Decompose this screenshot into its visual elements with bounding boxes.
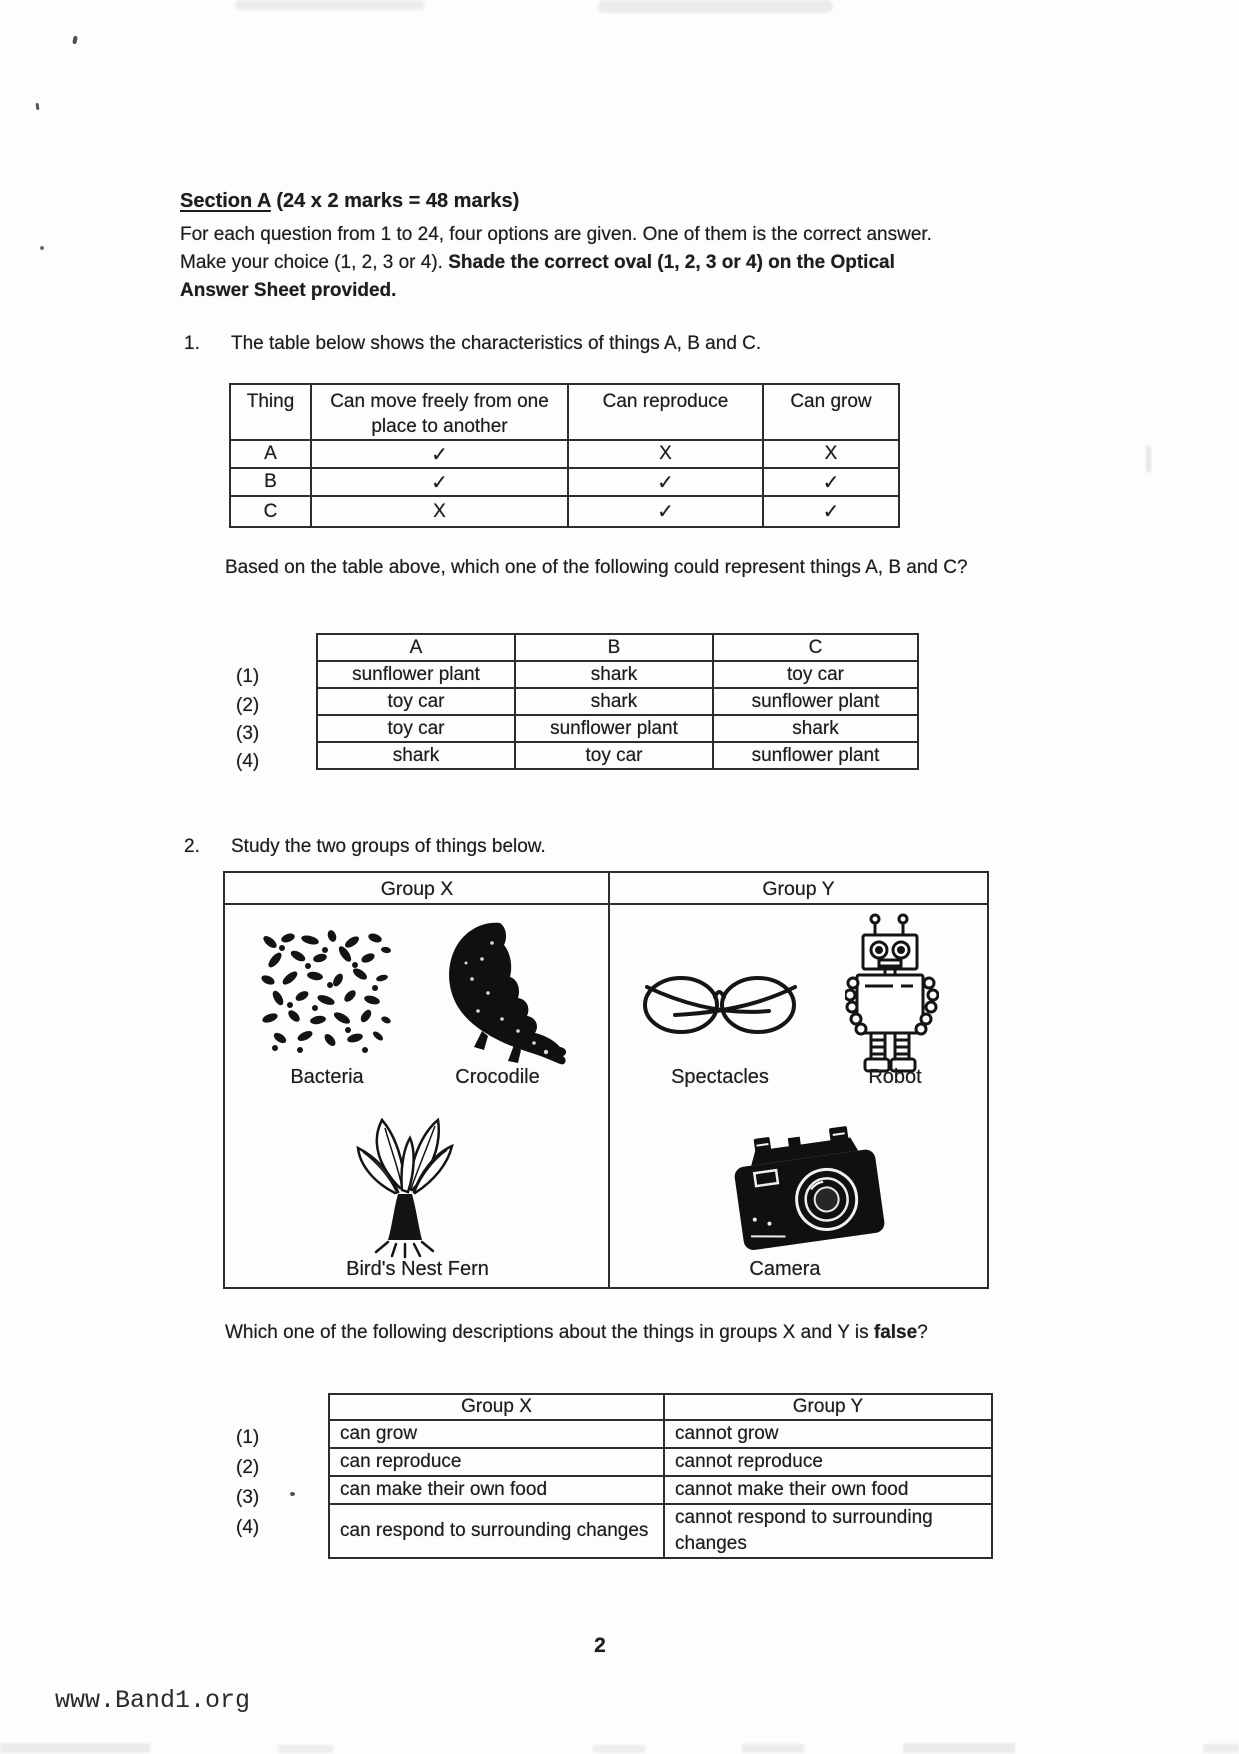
camera-image: [722, 1116, 894, 1256]
bacteria-image: [260, 930, 395, 1058]
option-row: [317, 715, 918, 742]
section-heading-marks: (24 x 2 marks = 48 marks): [270, 190, 520, 212]
header-thing: Thing: [230, 384, 311, 440]
header-grow: Can grow: [763, 384, 899, 440]
option-cell: cannot respond to surrounding changes: [664, 1504, 992, 1558]
option-cell: can reproduce: [329, 1448, 664, 1476]
groups-table-divider: [608, 873, 610, 1287]
option-cell: cannot reproduce: [664, 1448, 992, 1476]
birds-nest-fern-image: [330, 1108, 480, 1262]
option-cell: shark: [515, 688, 713, 715]
cell-move: ✓: [311, 468, 568, 496]
scan-artifact: [36, 103, 40, 110]
table-row: [230, 468, 899, 496]
header-group-y: Group Y: [664, 1394, 992, 1420]
robot-label: Robot: [868, 1066, 922, 1088]
cell-thing: C: [230, 496, 311, 527]
scan-artifact: [742, 1744, 804, 1753]
option-cell: shark: [515, 661, 713, 688]
q2-options-table: [328, 1393, 993, 1559]
option-cell: sunflower plant: [713, 742, 918, 769]
option-cell: shark: [317, 742, 515, 769]
option-cell: toy car: [713, 661, 918, 688]
option-cell: sunflower plant: [317, 661, 515, 688]
cell-reproduce: ✓: [568, 468, 763, 496]
table-row: [230, 440, 899, 468]
option-row: [329, 1504, 992, 1558]
camera-label: Camera: [749, 1258, 821, 1280]
header-a: A: [317, 634, 515, 661]
option-cell: can respond to surrounding changes: [329, 1504, 664, 1558]
option-row: [329, 1420, 992, 1448]
option-number: (2): [236, 1457, 260, 1478]
header-b: B: [515, 634, 713, 661]
option-row: [329, 1448, 992, 1476]
option-cell: cannot grow: [664, 1420, 992, 1448]
scan-artifact: [40, 246, 44, 250]
scan-artifact: [593, 1745, 645, 1753]
option-cell: toy car: [317, 715, 515, 742]
crocodile-image: [422, 919, 572, 1069]
option-cell: toy car: [317, 688, 515, 715]
question-2-prompt: [225, 1318, 973, 1348]
bacteria-label: Bacteria: [290, 1066, 364, 1088]
scan-artifact: [235, 0, 425, 10]
cell-thing: B: [230, 468, 311, 496]
group-y-header: Group Y: [762, 878, 835, 900]
option-cell: can make their own food: [329, 1476, 664, 1504]
question-1-text: The table below shows the characteristics of things A, B and C.: [231, 333, 762, 354]
question-1-prompt: Based on the table above, which one of the following could represent things A, B and C?: [225, 557, 968, 578]
scan-artifact: [72, 36, 78, 45]
cell-move: X: [311, 496, 568, 527]
table-row: [230, 496, 899, 527]
option-cell: toy car: [515, 742, 713, 769]
scan-artifact: [278, 1745, 333, 1753]
cell-reproduce: X: [568, 440, 763, 468]
q1-options-table: [316, 633, 919, 770]
scan-artifact: [598, 0, 833, 13]
question-2-text: Study the two groups of things below.: [231, 836, 546, 857]
page-number: 2: [594, 1634, 606, 1657]
header-move: Can move freely from one place to another: [311, 384, 568, 440]
scan-artifact: [903, 1743, 1015, 1753]
cell-grow: X: [763, 440, 899, 468]
cell-grow: ✓: [763, 496, 899, 527]
option-number: (1): [236, 1427, 260, 1448]
scan-artifact: [0, 1743, 150, 1753]
question-2-number: 2.: [184, 836, 200, 857]
option-number: (3): [236, 1487, 260, 1508]
option-row: [317, 742, 918, 769]
q2-prompt-normal: Which one of the following descriptions about the things in groups X and Y is: [225, 1322, 874, 1343]
q2-prompt-end: ?: [917, 1322, 928, 1343]
scan-artifact: [290, 1492, 295, 1496]
cell-thing: A: [230, 440, 311, 468]
cell-grow: ✓: [763, 468, 899, 496]
header-reproduce: Can reproduce: [568, 384, 763, 440]
group-x-header: Group X: [380, 878, 454, 900]
spectacles-image: [637, 965, 802, 1043]
header-group-x: Group X: [329, 1394, 664, 1420]
option-number: (2): [236, 695, 260, 716]
option-cell: can grow: [329, 1420, 664, 1448]
option-number: (3): [236, 723, 260, 744]
option-number: (4): [236, 751, 260, 772]
characteristics-table: [229, 383, 900, 528]
section-intro-normal: For each question from 1 to 24, four options are given. One of them is the correct answer. Make your choice (1, 2, 3 or 4).: [180, 224, 932, 273]
groups-table: [223, 871, 989, 1289]
option-cell: sunflower plant: [515, 715, 713, 742]
header-c: C: [713, 634, 918, 661]
options-header-row: [317, 634, 918, 661]
website-footer: www.Band1.org: [55, 1686, 251, 1715]
option-row: [317, 688, 918, 715]
section-heading-underlined: Section A: [180, 190, 271, 212]
section-intro: [180, 221, 946, 305]
option-number: (4): [236, 1517, 260, 1538]
option-row: [317, 661, 918, 688]
section-heading: [180, 190, 519, 213]
option-cell: shark: [713, 715, 918, 742]
crocodile-label: Crocodile: [455, 1066, 540, 1088]
q2-prompt-bold: false: [873, 1322, 918, 1343]
scan-artifact: [1146, 446, 1151, 472]
groups-table-header-rule: [225, 903, 987, 905]
option-cell: sunflower plant: [713, 688, 918, 715]
option-cell: cannot make their own food: [664, 1476, 992, 1504]
robot-image: [845, 909, 939, 1075]
options-header-row: [329, 1394, 992, 1420]
scan-artifact: [1203, 1744, 1239, 1753]
cell-reproduce: ✓: [568, 496, 763, 527]
section-intro-bold: Shade the correct oval (1, 2, 3 or 4) on the Optical Answer Sheet provided.: [180, 252, 895, 301]
cell-move: ✓: [311, 440, 568, 468]
spectacles-label: Spectacles: [671, 1066, 769, 1088]
fern-label: Bird's Nest Fern: [346, 1258, 489, 1280]
option-number: (1): [236, 666, 260, 687]
option-row: [329, 1476, 992, 1504]
question-1-number: 1.: [184, 333, 200, 354]
characteristics-header-row: [230, 384, 899, 440]
